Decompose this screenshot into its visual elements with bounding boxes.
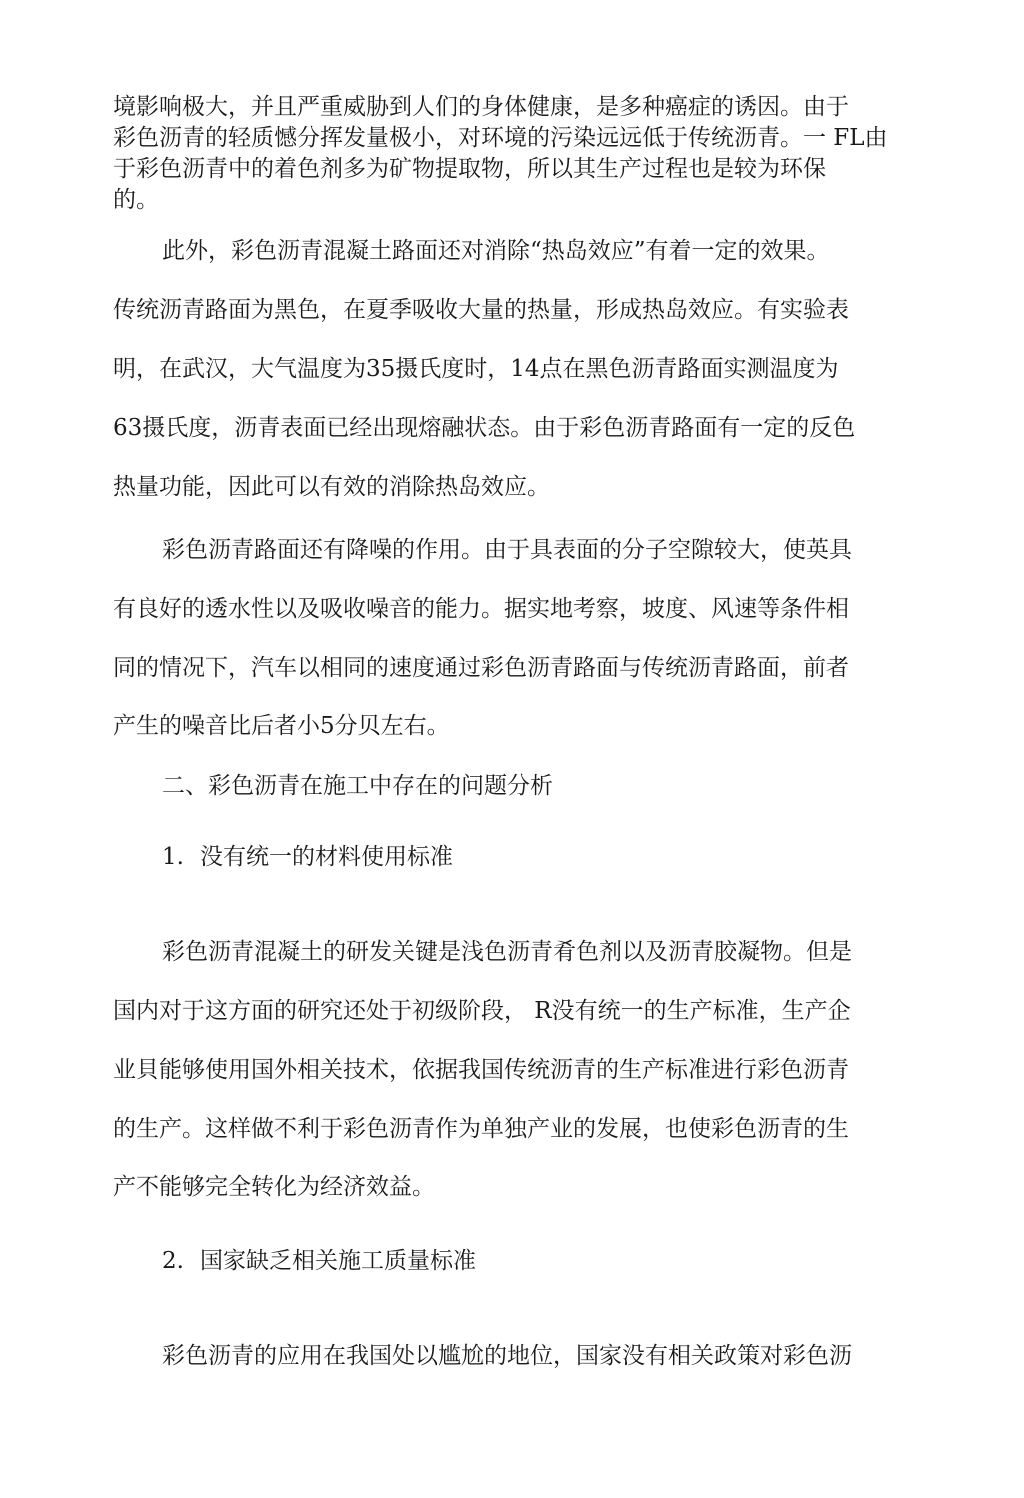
paragraph-3-line-3: 同的情况下，汽车以相同的速度通过彩色沥青路面与传统沥青路面，前者: [113, 655, 849, 681]
paragraph-3-line-1: 彩色沥青路面还有降噪的作用。由于具表面的分子空隙较大，使英具: [162, 537, 852, 563]
paragraph-1-line-3: 于彩色沥青中的着色剂多为矿物提取物，所以其生产过程也是较为环保: [113, 156, 826, 182]
paragraph-2-line-1: 此外，彩色沥青混凝土路面还对消除“热岛效应”有着一定的效果。: [162, 238, 830, 264]
paragraph-1-line-1: 境影响极大，并且严重威胁到人们的身体健康，是多种癌症的诱因。由于: [113, 94, 849, 120]
paragraph-4-line-4: 的生产。这样做不利于彩色沥青作为单独产业的发展，也使彩色沥青的生: [113, 1116, 849, 1142]
paragraph-5-line-1: 彩色沥青的应用在我国处以尴尬的地位，国家没有相关政策对彩色沥: [162, 1343, 852, 1369]
list-item-2-number: 2.: [162, 1248, 184, 1274]
list-item-2: [162, 1246, 476, 1276]
paragraph-3-line-2: 有良好的透水性以及吸收噪音的能力。据实地考察，坡度、风速等条件相: [113, 596, 849, 622]
paragraph-2-line-3: 明，在武汉，大气温度为35摄氏度时，14点在黑色沥青路面实测温度为: [113, 356, 839, 382]
paragraph-2-line-5: 热量功能，因此可以有效的消除热岛效应。: [113, 474, 550, 500]
paragraph-4-line-1: 彩色沥青混凝土的研发关键是浅色沥青肴色剂以及沥青胶凝物。但是: [162, 939, 852, 965]
paragraph-2-line-2: 传统沥青路面为黑色，在夏季吸收大量的热量，形成热岛效应。有实验表: [113, 297, 849, 323]
paragraph-4-line-5: 产不能够完全转化为经济效益。: [113, 1174, 435, 1200]
paragraph-3-line-4: 产生的噪音比后者小5分贝左右。: [113, 713, 450, 739]
paragraph-4-line-2: 国内对于这方面的研究还处于初级阶段， R没有统一的生产标准，生产企: [113, 998, 851, 1024]
list-item-2-text: 国家缺乏相关施工质量标准: [200, 1248, 476, 1274]
list-item-1: [162, 842, 453, 872]
list-item-1-text: 没有统一的材料使用标准: [200, 844, 453, 870]
paragraph-1-line-2: 彩色沥青的轻质憾分挥发量极小，对环境的污染远远低于传统沥青。一 FL由: [113, 125, 888, 151]
paragraph-1-line-4: 的。: [113, 187, 159, 213]
section-heading: 二、彩色沥青在施工中存在的问题分析: [162, 773, 553, 799]
paragraph-4-line-3: 业貝能够使用国外相关技术，依据我国传统沥青的生产标准进行彩色沥青: [113, 1057, 849, 1083]
paragraph-2-line-4: 63摄氏度，沥青表面已经出现熔融状态。由于彩色沥青路面有一定的反色: [113, 415, 856, 441]
list-item-1-number: 1.: [162, 844, 184, 870]
